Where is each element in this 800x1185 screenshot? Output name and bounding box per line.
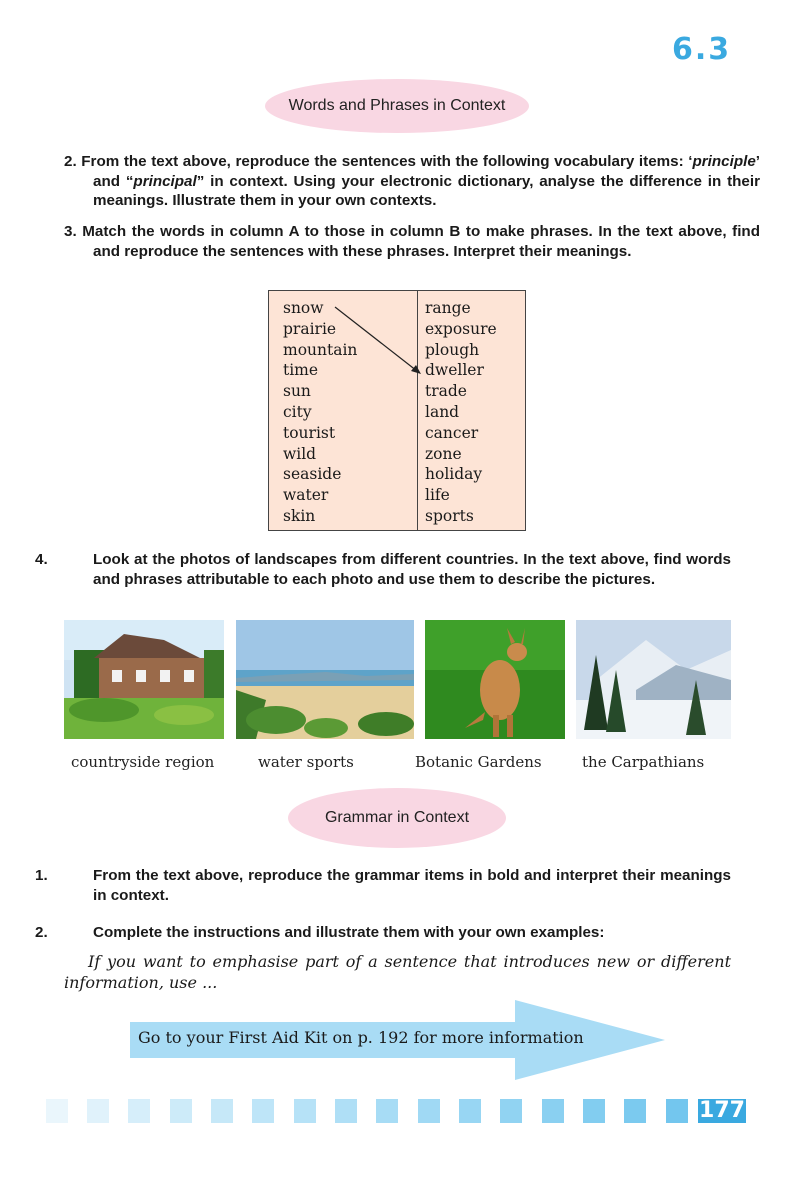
photo-countryside [64,620,224,739]
column-a-word: sun [283,382,311,401]
footer-square [170,1099,192,1123]
grammar-task-2-number: 2. [35,924,48,941]
column-b-word: plough [425,340,480,359]
footer-square [252,1099,274,1123]
grammar-task-2-text: Complete the instructions and illustrate them with your own examples: [93,924,605,941]
column-b-word: holiday [425,465,483,484]
column-a-word: wild [283,444,317,463]
footer-square [666,1099,688,1123]
footer-square [624,1099,646,1123]
grammar-task-1-number: 1. [35,867,48,884]
column-a-word: city [283,402,312,421]
column-a-word: seaside [283,465,342,484]
matching-table [268,290,526,531]
first-aid-kit-link[interactable]: Go to your First Aid Kit on p. 192 for more information [138,1028,584,1047]
column-b-word: exposure [425,319,497,338]
term-principle: principle [692,153,756,170]
grammar-task-1-text: From the text above, reproduce the grammar items in bold and interpret their meanings in context. [93,867,731,904]
column-a-word: skin [283,506,316,525]
footer-square [46,1099,68,1123]
column-b-word: range [425,299,471,317]
grammar-heading [288,788,506,848]
words-phrases-heading [265,79,529,133]
task-4 [35,550,731,589]
footer-square [500,1099,522,1123]
column-b-word: zone [425,444,462,463]
caption-4: the Carpathians [582,753,705,771]
task-2-text-middle: ’ and “ [93,153,760,190]
footer-square [294,1099,316,1123]
task-3 [64,222,760,261]
footer-square [128,1099,150,1123]
column-b-word: sports [425,506,474,525]
photo-kangaroo [425,620,565,739]
task-2-text-after: ” in context. Using your electronic dictionary, analyse the difference in their meanings. Illustrate them in your own contexts. [93,172,760,209]
page-number: 177 [699,1098,745,1123]
footer-square [376,1099,398,1123]
caption-3: Botanic Gardens [415,753,542,771]
task-2-text-before: From the text above, reproduce the sentences with the following vocabulary items: ‘ [81,153,693,170]
task-4-number: 4. [35,551,48,568]
column-b-word: cancer [425,423,479,442]
instruction-text: If you want to emphasise part of a sentence that introduces new or different information, use ... [64,952,731,992]
footer-square [459,1099,481,1123]
column-b-word: life [425,486,450,505]
task-3-number: 3. [64,223,77,240]
task-4-text: Look at the photos of landscapes from different countries. In the text above, find words and phrases attributable to each photo and use them to describe the pictures. [93,551,731,588]
column-a-word: snow [283,299,324,317]
term-principal: principal [133,172,197,190]
footer-square [542,1099,564,1123]
footer-square [583,1099,605,1123]
footer-square [418,1099,440,1123]
column-a-word: tourist [283,423,336,442]
task-2 [64,152,760,211]
example-arrow [269,291,527,532]
photo-beach [236,620,414,739]
column-a-word: time [283,361,319,380]
task-3-text: Match the words in column A to those in column B to make phrases. In the text above, find and reproduce the sentences with these phrases. Interpret their meanings. [82,223,760,260]
section-number: 6.3 [672,32,732,67]
caption-1: countryside region [71,753,215,771]
column-a-word: mountain [283,340,358,359]
column-b-word: dweller [425,361,484,380]
footer-square [211,1099,233,1123]
column-b-word: land [425,402,460,421]
column-a-word: prairie [283,319,337,338]
photo-carpathians [576,620,731,739]
grammar-task-2 [35,923,731,943]
column-b-word: trade [425,382,467,401]
task-2-number: 2. [64,153,77,170]
words-phrases-title: Words and Phrases in Context [288,97,506,114]
grammar-task-1 [35,866,731,905]
footer-square [335,1099,357,1123]
caption-2: water sports [258,753,354,771]
grammar-title: Grammar in Context [324,809,470,826]
column-a-word: water [283,486,329,505]
footer-square [87,1099,109,1123]
